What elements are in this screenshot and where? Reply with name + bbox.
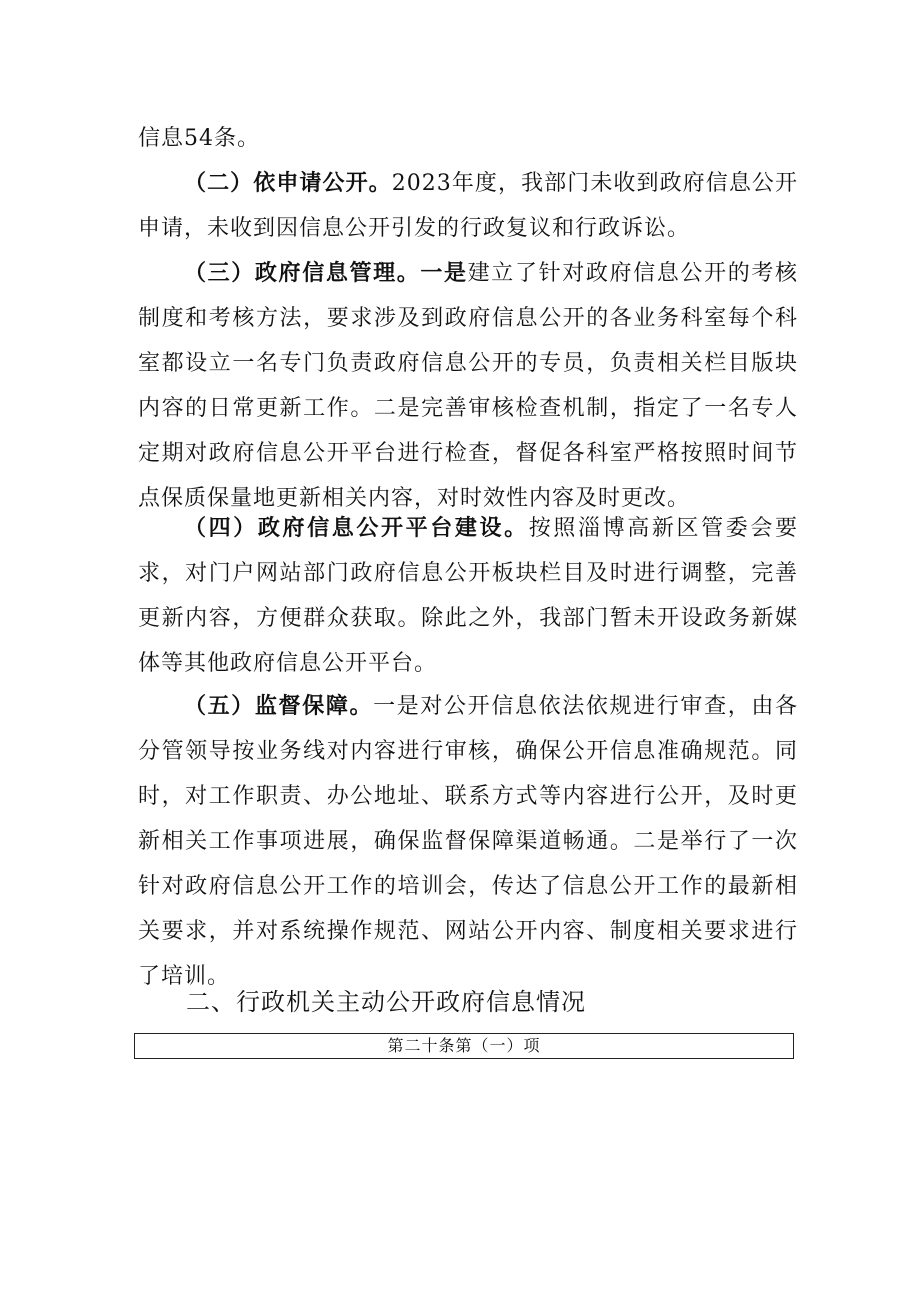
paragraph-body: 信息54条。 <box>138 126 260 151</box>
paragraph-continuation <box>138 116 798 161</box>
paragraph-body: 一是对公开信息依法依规进行审查，由各分管领导按业务线对内容进行审核，确保公开信息准确规范。同时，对工作职责、办公地址、联系方式等内容进行公开，及时更新相关工作事项进展，确保监督保障渠道畅通。二是举行了一次针对政府信息公开工作的培训会，传达了信息公开工作的最新相关要求，并对系统操作规范、网站公开内容、制度相关要求进行了培训。 <box>138 694 798 989</box>
table-header-cell: 第二十条第（一）项 <box>387 1036 541 1055</box>
paragraph-lead: （五）监督保障。 <box>184 693 374 719</box>
paragraph-platform-construction <box>138 506 798 686</box>
paragraph-info-management <box>138 251 798 521</box>
section-heading: 二、行政机关主动公开政府信息情况 <box>186 988 586 1016</box>
paragraph-body: 2023年度，我部门未收到政府信息公开申请，未收到因信息公开引发的行政复议和行政诉讼。 <box>138 171 798 241</box>
paragraph-body: 建立了针对政府信息公开的考核制度和考核方法，要求涉及到政府信息公开的各业务科室每个科室都设立一名专门负责政府信息公开的专员，负责相关栏目版块内容的日常更新工作。二是完善审核检查机制，指定了一名专人定期对政府信息公开平台进行检查，督促各科室严格按照时间节点保质保量地更新相关内容，对时效性内容及时更改。 <box>138 261 798 511</box>
table-header-row <box>134 1033 794 1059</box>
paragraph-body: 按照淄博高新区管委会要求，对门户网站部门政府信息公开板块栏目及时进行调整，完善更新内容，方便群众获取。除此之外，我部门暂未开设政务新媒体等其他政府信息公开平台。 <box>138 516 798 676</box>
paragraph-supervision <box>138 684 798 999</box>
paragraph-lead: （四）政府信息公开平台建设。 <box>184 515 529 541</box>
paragraph-lead: （二）依申请公开。 <box>184 170 392 196</box>
paragraph-lead: （三）政府信息管理。一是 <box>184 260 468 286</box>
paragraph-apply-disclosure <box>138 161 798 251</box>
